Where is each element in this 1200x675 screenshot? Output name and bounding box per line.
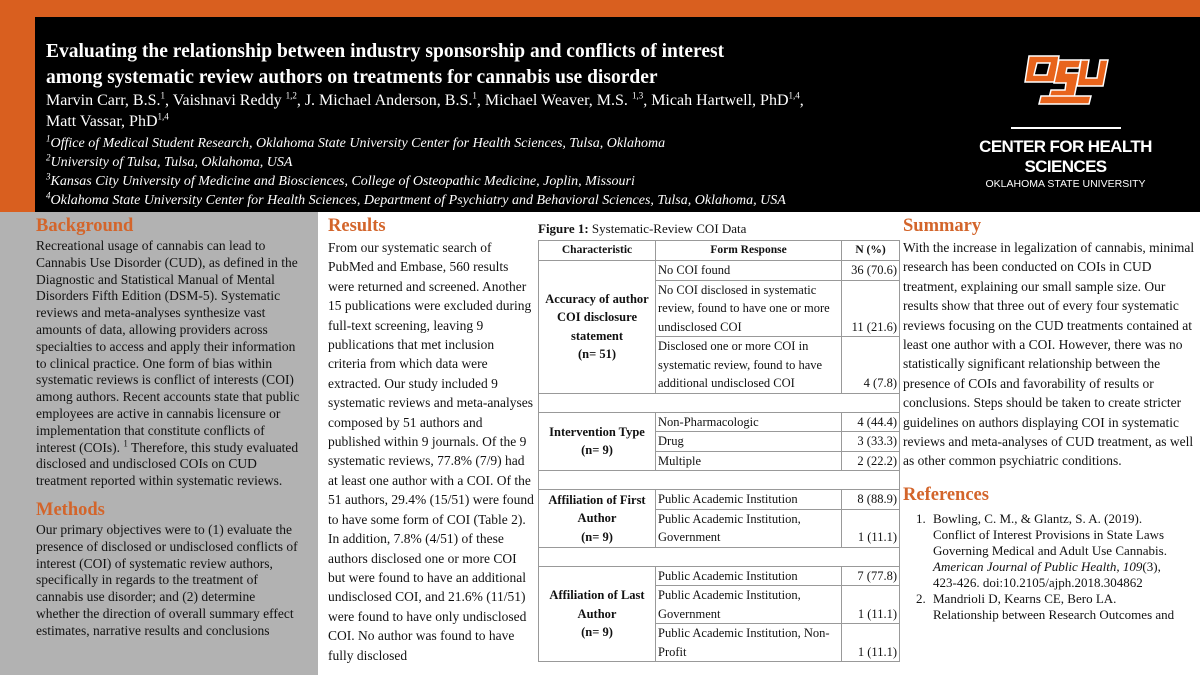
- affiliation-text: Oklahoma State University Center for Health Sciences, Department of Psychiatry and Behavioral Sciences, Tulsa, Oklahoma, USA: [50, 193, 786, 208]
- top-orange-band: [0, 0, 1200, 17]
- n-percent-cell: 1 (11.1): [842, 509, 900, 547]
- n-percent-cell: 36 (70.6): [842, 261, 900, 281]
- author-sup: 1,2: [285, 90, 297, 101]
- author-sup: 1,4: [788, 90, 800, 101]
- figure-column: [535, 212, 900, 675]
- osu-logo-mark-icon: [1021, 52, 1111, 114]
- affiliation-sup: 1: [46, 133, 51, 144]
- author-name: Micah Hartwell, PhD: [651, 92, 789, 109]
- affiliation-sup: 3: [46, 171, 51, 182]
- affiliation-sup: 2: [46, 152, 51, 163]
- title-line: among systematic review authors on treatments for cannabis use disorder: [46, 67, 658, 88]
- poster-header: [35, 17, 1200, 212]
- affiliation: [46, 153, 946, 172]
- form-response-cell: Public Academic Institution: [656, 566, 842, 586]
- reference-item: [929, 591, 1183, 623]
- citation-sup: 1: [123, 438, 128, 449]
- right-column: [900, 212, 1200, 675]
- form-response-cell: Public Academic Institution: [656, 490, 842, 510]
- results-heading: Results: [328, 216, 386, 236]
- characteristic-label: Affiliation of Last Author: [549, 588, 645, 621]
- characteristic-n: (n= 9): [581, 529, 613, 544]
- author-sup: 1,3: [631, 90, 644, 101]
- results-text: From our systematic search of PubMed and Embase, 560 results were returned and screened. Another 15 publications were excluded during full-text screening, leaving 9 publications that met inclusion criteria from which data were extracted. Our study included 9 systematic reviews and meta-analyses composed by 51 authors and published within 9 journals. Of the 9 systematic reviews, 77.8% (7/9) had at least one author with a COI. Of the 51 authors, 29.4% (15/51) were found to have some form of COI (Table 2). In addition, 7.8% (4/51) of these authors disclosed one or more COI but were found to have an additional undisclosed COI, and 21.6% (11/51) were found to have only undisclosed COI. No author was found to have fully disclosed: [328, 240, 534, 663]
- reference-text: Bowling, C. M., & Glantz, S. A. (2019). Conflict of Interest Provisions in State Laws Governing Medical and Adult Use Cannabis.: [933, 510, 1167, 558]
- poster-title: [46, 39, 946, 91]
- reference-text: (3), 423-426. doi:10.2105/ajph.2018.304862: [933, 558, 1161, 590]
- title-line: Evaluating the relationship between industry sponsorship and conflicts of interest: [46, 41, 725, 62]
- n-percent-cell: 1 (11.1): [842, 586, 900, 624]
- n-percent-cell: 3 (33.3): [842, 432, 900, 452]
- form-response-cell: No COI disclosed in systematic review, found to have one or more undisclosed COI: [656, 280, 842, 337]
- left-column: [0, 212, 318, 675]
- characteristic-cell: [539, 566, 656, 662]
- references-heading: References: [903, 484, 989, 505]
- affiliation-list: [46, 134, 946, 210]
- affiliation-sup: 4: [46, 190, 51, 201]
- references-list: [903, 511, 1183, 623]
- author-name: Vaishnavi Reddy: [172, 92, 286, 109]
- column-header: Characteristic: [539, 241, 656, 261]
- author-name: Michael Weaver, M.S.: [484, 92, 632, 109]
- background-heading: Background: [36, 216, 134, 236]
- n-percent-cell: 7 (77.8): [842, 566, 900, 586]
- n-percent-cell: 2 (22.2): [842, 451, 900, 471]
- author-sup: 1: [160, 90, 165, 101]
- characteristic-n: (n= 9): [581, 625, 613, 639]
- background-body-2: Therefore, this study evaluated disclosed and undisclosed COIs on CUD treatment reported within systematic reviews.: [36, 439, 299, 489]
- n-percent-cell: 4 (7.8): [842, 337, 900, 394]
- summary-heading: Summary: [903, 216, 982, 236]
- author-sup: 1,4: [157, 111, 169, 122]
- author-name: J. Michael Anderson, B.S.: [304, 92, 473, 109]
- column-header: Form Response: [656, 241, 842, 261]
- figure-title: Systematic-Review COI Data: [588, 221, 747, 236]
- affiliation: [46, 191, 946, 210]
- form-response-cell: Multiple: [656, 451, 842, 471]
- spacer-row: [539, 547, 900, 566]
- coi-data-table: [538, 240, 900, 662]
- logo-divider: [1011, 127, 1121, 129]
- table-row: [539, 490, 900, 510]
- left-orange-band: [0, 0, 35, 212]
- affiliation: [46, 172, 946, 191]
- reference-text: Mandrioli D, Kearns CE, Bero LA. Relationship between Research Outcomes and: [933, 590, 1175, 622]
- author-name: Marvin Carr, B.S.: [46, 92, 161, 109]
- characteristic-n: (n= 51): [577, 347, 617, 362]
- form-response-cell: Drug: [656, 432, 842, 452]
- results-column: [318, 212, 535, 675]
- characteristic-label: Intervention Type: [549, 424, 645, 439]
- author-sup: 1: [472, 90, 477, 101]
- table-row: [539, 566, 900, 586]
- characteristic-cell: [539, 261, 656, 394]
- column-header: N (%): [842, 241, 900, 261]
- n-percent-cell: 11 (21.6): [842, 280, 900, 337]
- form-response-cell: Public Academic Institution, Government: [656, 586, 842, 624]
- n-percent-cell: 8 (88.9): [842, 490, 900, 510]
- characteristic-cell: [539, 412, 656, 471]
- n-percent-cell: 1 (11.1): [842, 624, 900, 662]
- author-list: Marvin Carr, B.S.$^1$, Vaishnavi Reddy $^{1,2}$, J. Michael Anderson, B.S.$^1$, Michael Weaver, M.S. $^{1,3}$, Micah Hartwell, PhD$^{1,4}$, Matt Vassar, PhD$^{1,4}$: [46, 90, 804, 130]
- logo-university-name: OKLAHOMA STATE UNIVERSITY: [985, 177, 1146, 190]
- summary-text: With the increase in legalization of cannabis, minimal research has been conducted on COIs in CUD treatment, explaining our small sample size. Our results show that three out of every four systematic reviews focusing on the CUD treatments contained at least one author with a COI. However, there was no statistically significant relationship between the presence of COIs and favorability of results or conclusions. Steps should be taken to create stricter guidelines on authors displaying COI in systematic reviews and meta-analyses of CUD treatment, as well as other common psychiatric conditions.: [903, 240, 1195, 469]
- spacer-row: [539, 393, 900, 412]
- reference-journal: American Journal of Public Health, 109: [933, 558, 1143, 574]
- figure-caption: [538, 221, 900, 237]
- form-response-cell: Public Academic Institution, Government: [656, 509, 842, 547]
- background-body: Recreational usage of cannabis can lead to Cannabis Use Disorder (CUD), as defined in the Diagnostic and Statistical Manual of Mental Disorders Fifth Edition (DSM-5). Systematic reviews and meta-analyses synthesize vast amounts of data, allowing providers across specialties to access and apply their information to clinical practice. One form of bias within systematic reviews is conflict of interests (COI) among authors. Recent accounts state that public employees are active in cannabis licensure or implementation that constitute conflicts of interest (COIs).: [36, 238, 300, 455]
- methods-heading: Methods: [36, 499, 105, 520]
- table-row: [539, 412, 900, 432]
- characteristic-n: (n= 9): [581, 443, 613, 458]
- characteristic-label: Affiliation of First Author: [548, 492, 646, 525]
- reference-item: [929, 511, 1183, 591]
- form-response-cell: No COI found: [656, 261, 842, 281]
- spacer-row: [539, 471, 900, 490]
- osu-logo: [953, 52, 1178, 190]
- background-text: [36, 238, 300, 490]
- figure-label: Figure 1:: [538, 221, 589, 236]
- form-response-cell: Non-Pharmacologic: [656, 412, 842, 432]
- table-row: [539, 261, 900, 281]
- affiliation-text: Kansas City University of Medicine and Biosciences, College of Osteopathic Medicine, Joplin, Missouri: [50, 174, 635, 189]
- affiliation: [46, 134, 946, 153]
- methods-text: Our primary objectives were to (1) evaluate the presence of disclosed or undisclosed conflicts of interest (COI) of systematic review authors, specifically in regards to the treatment of cannabis use disorder; and (2) determine whether the direction of overall summary effect estimates, narrative results and conclusions: [36, 521, 298, 638]
- logo-center-name: CENTER FOR HEALTH SCIENCES: [979, 136, 1152, 176]
- characteristic-label: Accuracy of author COI disclosure statement: [545, 291, 649, 343]
- form-response-cell: Disclosed one or more COI in systematic review, found to have additional undisclosed COI: [656, 337, 842, 394]
- characteristic-cell: [539, 490, 656, 548]
- affiliation-text: University of Tulsa, Tulsa, Oklahoma, USA: [50, 155, 293, 170]
- author-name: Matt Vassar, PhD: [46, 113, 158, 130]
- affiliation-text: Office of Medical Student Research, Oklahoma State University Center for Health Sciences, Tulsa, Oklahoma: [50, 136, 666, 151]
- form-response-cell: Public Academic Institution, Non-Profit: [656, 624, 842, 662]
- n-percent-cell: 4 (44.4): [842, 412, 900, 432]
